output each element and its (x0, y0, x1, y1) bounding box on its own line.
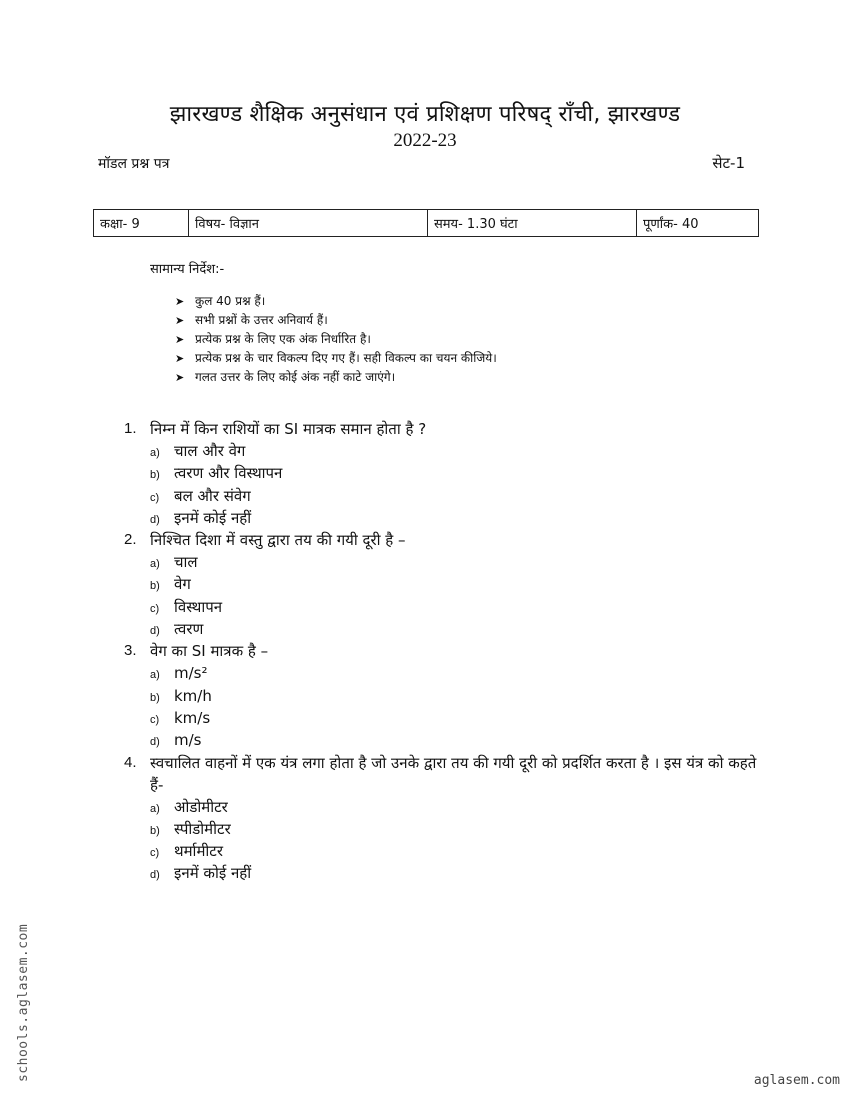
option-text: बल और संवेग (174, 486, 251, 505)
option (150, 818, 764, 840)
option-text: km/s (174, 708, 211, 727)
option-text: विस्थापन (174, 597, 223, 616)
marks-cell: पूर्णांक- 40 (637, 210, 759, 237)
option (150, 662, 764, 684)
option (150, 618, 764, 640)
document-title: झारखण्ड शैक्षिक अनुसंधान एवं प्रशिक्षण परिषद् राँची, झारखण्ड (169, 102, 681, 127)
option-label: d) (150, 625, 160, 638)
option-label: b) (150, 469, 160, 482)
question-number: 2. (124, 531, 137, 549)
arrow-bullet-icon: ➤ (175, 333, 185, 346)
option-text: स्पीडोमीटर (174, 819, 231, 838)
option-text: m/s (174, 731, 202, 750)
paper-type: मॉडल प्रश्न पत्र (98, 156, 170, 172)
question (124, 529, 764, 640)
option-label: b) (150, 691, 160, 704)
option (150, 462, 764, 484)
option (150, 707, 764, 729)
option-text: ओडोमीटर (174, 797, 228, 816)
option (150, 685, 764, 707)
option-label: a) (150, 447, 160, 459)
option-text: इनमें कोई नहीं (174, 864, 252, 883)
question (124, 752, 764, 885)
option-text: km/h (174, 686, 212, 705)
side-watermark: schools.aglasem.com (16, 923, 31, 1082)
time-cell: समय- 1.30 घंटा (428, 210, 637, 237)
arrow-bullet-icon: ➤ (175, 314, 185, 327)
instruction-item: ➤ गलत उत्तर के लिए कोई अंक नहीं काटे जाएंगे। (175, 368, 497, 387)
option (150, 596, 764, 618)
option-label: b) (150, 580, 160, 593)
question-number: 3. (124, 642, 137, 660)
instructions-list (175, 292, 497, 387)
question-number: 1. (124, 420, 137, 437)
option (150, 551, 764, 573)
arrow-bullet-icon: ➤ (175, 371, 185, 384)
option-label: b) (150, 824, 160, 837)
option (150, 862, 764, 884)
option-text: त्वरण और विस्थापन (174, 464, 283, 483)
option-label: d) (150, 513, 160, 526)
set-label: सेट-1 (712, 154, 745, 172)
option (150, 840, 764, 862)
arrow-bullet-icon: ➤ (175, 352, 185, 365)
options-list (150, 551, 764, 640)
bottom-watermark: aglasem.com (753, 1073, 840, 1088)
question-text: निम्न में किन राशियों का SI मात्रक समान होता है ? (150, 420, 427, 438)
option (150, 573, 764, 595)
subject-cell: विषय- विज्ञान (189, 210, 428, 237)
option-text: चाल और वेग (174, 442, 246, 460)
instruction-item: ➤ सभी प्रश्नों के उत्तर अनिवार्य हैं। (175, 311, 497, 330)
options-list (150, 440, 764, 529)
exam-meta-table (93, 209, 759, 237)
option-label: c) (150, 713, 160, 726)
instructions-title: सामान्य निर्देश:- (150, 262, 225, 277)
option-label: c) (150, 847, 160, 860)
option-text: थर्मामीटर (174, 842, 223, 861)
option-label: a) (150, 669, 160, 682)
options-list (150, 662, 764, 751)
instruction-item: ➤ प्रत्येक प्रश्न के लिए एक अंक निर्धारित है। (175, 330, 497, 349)
option-label: d) (150, 869, 160, 882)
option-text: चाल (174, 553, 198, 572)
option-text: m/s² (174, 664, 208, 683)
question-text: निश्चित दिशा में वस्तु द्वारा तय की गयी दूरी है – (150, 531, 406, 550)
option-text: त्वरण (174, 620, 204, 639)
question (124, 640, 764, 751)
option-label: c) (150, 602, 160, 615)
option (150, 440, 764, 462)
option-label: d) (150, 736, 160, 749)
question-text: वेग का SI मात्रक है – (150, 642, 269, 661)
option-label: a) (150, 802, 160, 815)
option-label: a) (150, 558, 160, 571)
option (150, 507, 764, 529)
option-label: c) (150, 491, 160, 504)
questions-list (124, 418, 764, 885)
question-text: स्वचालित वाहनों में एक यंत्र लगा होता है जो उनके द्वारा तय की गयी दूरी को प्रदर्शित करता है । इस यंत्र को कहते हैं- (150, 753, 757, 794)
option (150, 796, 764, 818)
option (150, 729, 764, 751)
instruction-item: ➤ प्रत्येक प्रश्न के चार विकल्प दिए गए हैं। सही विकल्प का चयन कीजिये। (175, 349, 497, 368)
class-cell: कक्षा- 9 (94, 210, 189, 237)
arrow-bullet-icon: ➤ (175, 295, 185, 308)
option (150, 485, 764, 507)
option-text: इनमें कोई नहीं (174, 508, 252, 527)
options-list (150, 796, 764, 885)
option-text: वेग (174, 575, 191, 594)
question (124, 418, 764, 529)
instruction-item: ➤ कुल 40 प्रश्न हैं। (175, 292, 497, 311)
question-number: 4. (124, 753, 137, 771)
academic-year: 2022-23 (393, 130, 457, 151)
